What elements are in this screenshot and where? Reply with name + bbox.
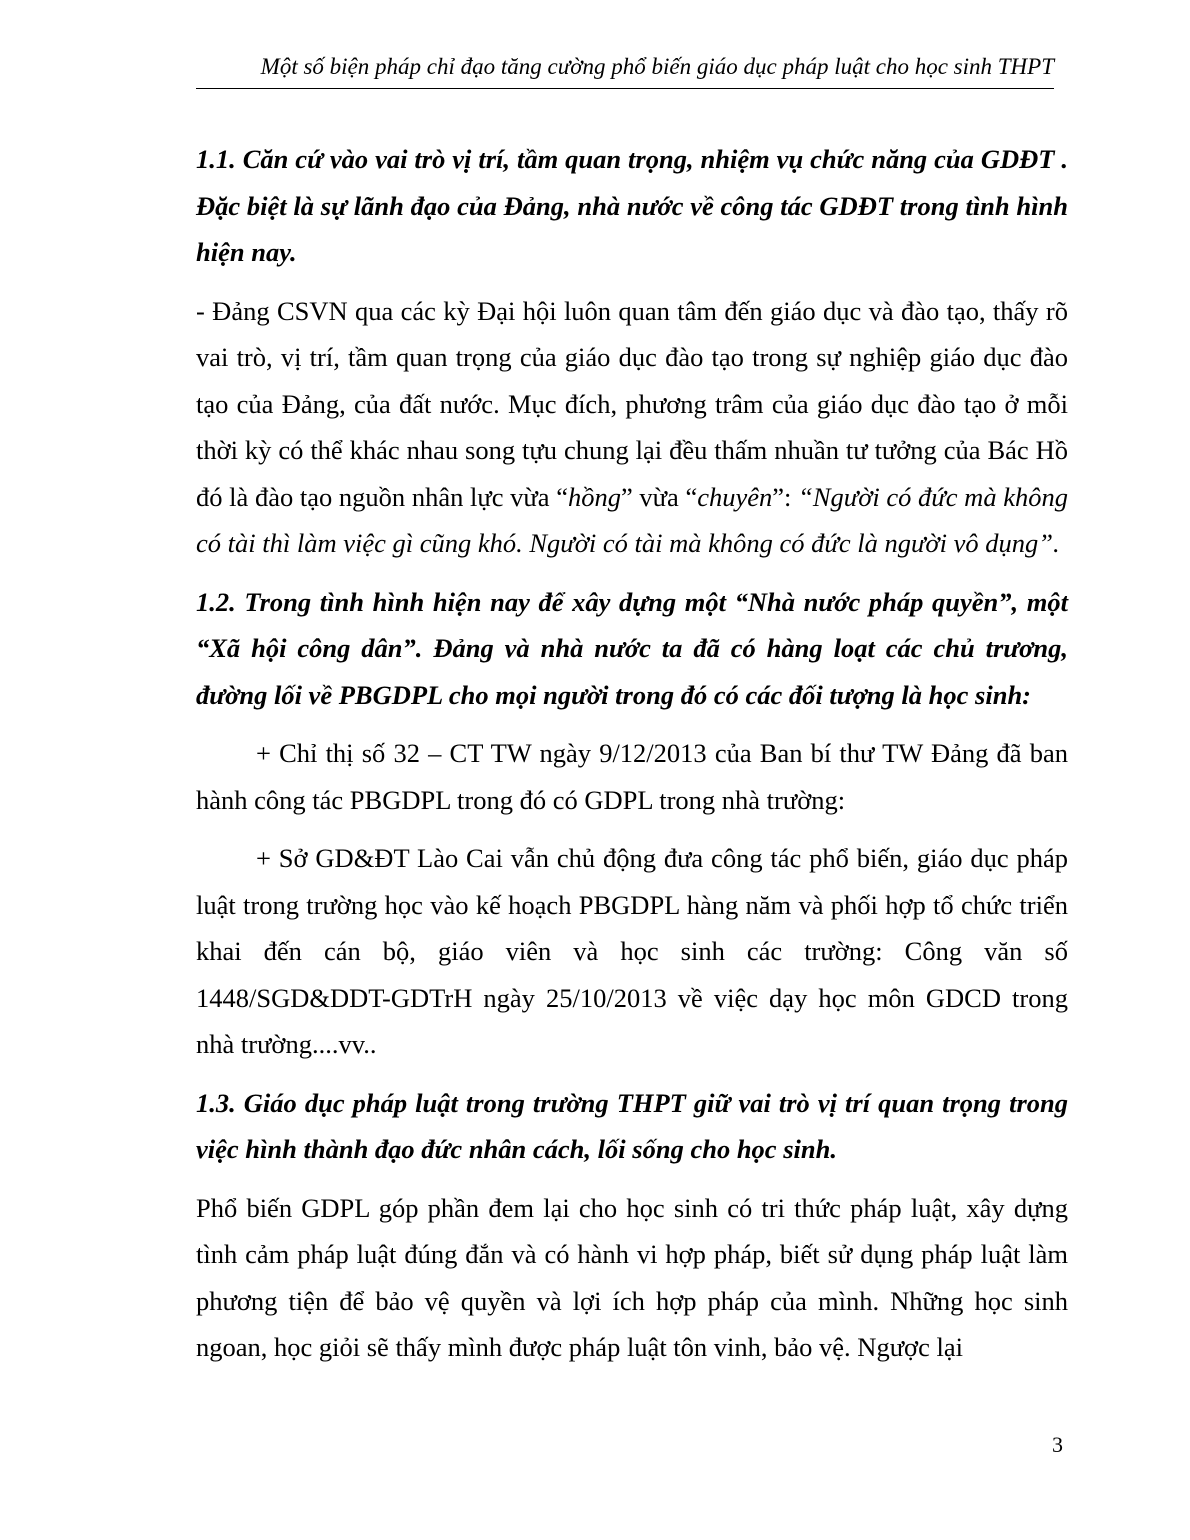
running-header: Một số biện pháp chỉ đạo tăng cường phổ biến giáo dục pháp luật cho học sinh THPT <box>260 54 1054 79</box>
section-heading-1-3: 1.3. Giáo dục pháp luật trong trường THPT giữ vai trò vị trí quan trọng trong việc hình thành đạo đức nhân cách, lối sống cho học sinh. <box>196 1087 1068 1164</box>
paragraph-text-connector: ” vừa “ <box>621 481 698 512</box>
section-heading-1-2: 1.2. Trong tình hình hiện nay để xây dựng một “Nhà nước pháp quyền”, một “Xã hội công dân”. Đảng và nhà nước ta đã có hàng loạt các chủ trương, đường lối về PBGDPL cho mọi người trong đó có các đối tượng là học sinh: <box>196 586 1068 710</box>
ho-chi-minh-quote: “Người có đức mà không có tài thì làm việc gì cũng khó. Người có tài mà không có đức là người vô dụng”. <box>196 481 1068 558</box>
italic-term-chuyen: chuyên <box>697 481 773 512</box>
page-number: 3 <box>1052 1432 1063 1457</box>
list-item-directive-32: + Chỉ thị số 32 – CT TW ngày 9/12/2013 của Ban bí thư TW Đảng đã ban hành công tác PBGDPL trong đó có GDPL trong nhà trường: <box>196 738 1068 815</box>
paragraph-legal-education-role: Phổ biến GDPL góp phần đem lại cho học sinh có tri thức pháp luật, xây dựng tình cảm pháp luật đúng đắn và có hành vi hợp pháp, biết sử dụng pháp luật làm phương tiện để bảo vệ quyền và lợi ích hợp pháp của mình. Những học sinh ngoan, học giỏi sẽ thấy mình được pháp luật tôn vinh, bảo vệ. Ngược lại <box>196 1192 1068 1362</box>
italic-term-hong: hồng <box>568 481 621 512</box>
list-item-lao-cai-department: + Sở GD&ĐT Lào Cai vẫn chủ động đưa công tác phổ biến, giáo dục pháp luật trong trường học vào kế hoạch PBGDPL hàng năm và phối hợp tổ chức triển khai đến cán bộ, giáo viên và học sinh các trường: Công văn số 1448/SGD&DDT-GDTrH ngày 25/10/2013 về việc dạy học môn GDCD trong nhà trường....vv.. <box>196 843 1068 1059</box>
section-heading-1-1: 1.1. Căn cứ vào vai trò vị trí, tầm quan trọng, nhiệm vụ chức năng của GDĐT . Đặc biệt là sự lãnh đạo của Đảng, nhà nước về công tác GDĐT trong tình hình hiện nay. <box>196 144 1068 267</box>
quote-mark: “ <box>556 481 568 512</box>
paragraph-text: - Đảng CSVN qua các kỳ Đại hội luôn quan tâm đến giáo dục và đào tạo, thấy rõ vai trò, vị trí, tầm quan trọng của giáo dục đào tạo trong sự nghiệp giáo dục đào tạo của Đảng, của đất nước. Mục đích, phương trâm của giáo dục đào tạo ở mỗi thời kỳ có thể khác nhau song tựu chung lại đều thấm nhuần tư tưởng của Bác Hồ đó là đào tạo nguồn nhân lực vừa <box>196 295 1068 512</box>
header-divider <box>196 88 1054 89</box>
paragraph-party-education <box>196 288 1068 567</box>
document-body <box>196 136 1068 1383</box>
paragraph-text-colon: ”: <box>772 481 799 512</box>
